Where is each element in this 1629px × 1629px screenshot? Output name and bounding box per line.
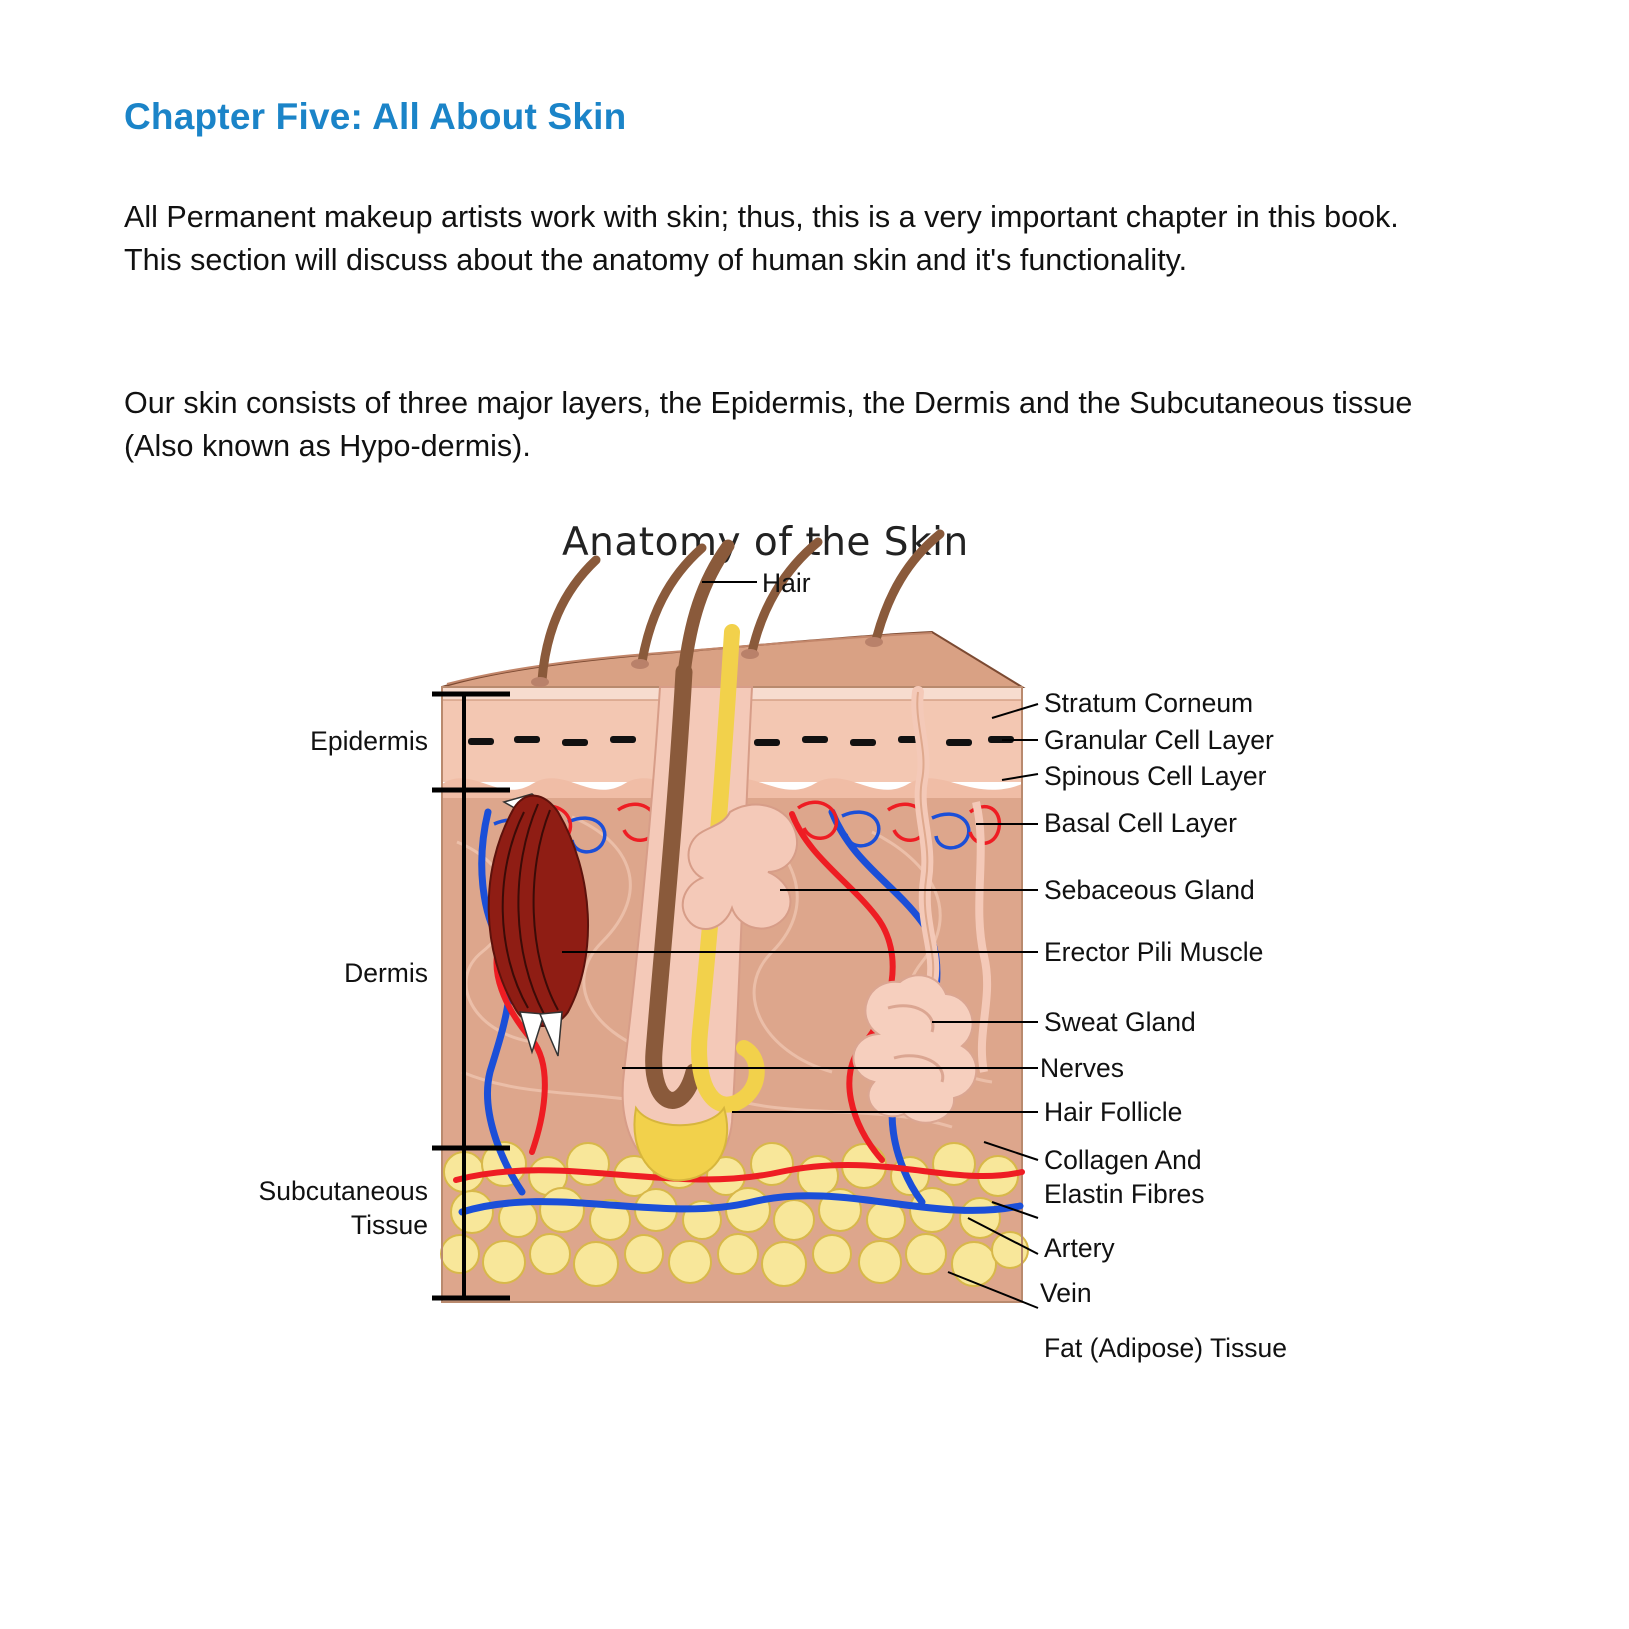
figure-title: Anatomy of the Skin: [562, 520, 969, 565]
label-artery: Artery: [1044, 1233, 1115, 1263]
label-nerves: Nerves: [1040, 1053, 1124, 1083]
page-title: Chapter Five: All About Skin: [124, 96, 627, 137]
intro-paragraph: All Permanent makeup artists work with skin; thus, this is a very important chapter in this book. This section will discuss about the anatomy of human skin and it's functionality.: [124, 200, 1399, 277]
label-subcutaneous-line2: Tissue: [350, 1210, 428, 1240]
label-erector-pili-muscle: Erector Pili Muscle: [1044, 937, 1264, 967]
label-hair: Hair: [762, 568, 811, 598]
label-sweat-gland: Sweat Gland: [1044, 1007, 1196, 1037]
label-basal-cell-layer: Basal Cell Layer: [1044, 808, 1237, 838]
label-collagen-line1: Collagen And: [1044, 1145, 1202, 1175]
label-sebaceous-gland: Sebaceous Gland: [1044, 875, 1255, 905]
label-subcutaneous-line1: Subcutaneous: [258, 1176, 428, 1206]
label-collagen-line2: Elastin Fibres: [1044, 1179, 1205, 1209]
label-granular-cell-layer: Granular Cell Layer: [1044, 725, 1274, 755]
skin-cross-section-illustration: [232, 512, 1412, 1392]
label-stratum-corneum: Stratum Corneum: [1044, 688, 1254, 718]
label-vein: Vein: [1040, 1278, 1092, 1308]
label-spinous-cell-layer: Spinous Cell Layer: [1044, 761, 1267, 791]
layers-paragraph: Our skin consists of three major layers, the Epidermis, the Dermis and the Subcutaneous tissue (Also known as Hypo-dermis).: [124, 386, 1413, 463]
label-dermis: Dermis: [344, 958, 428, 988]
skin-anatomy-figure: [232, 512, 1412, 1392]
label-epidermis: Epidermis: [310, 726, 428, 756]
label-hair-follicle: Hair Follicle: [1044, 1097, 1183, 1127]
label-fat-adipose-tissue: Fat (Adipose) Tissue: [1044, 1333, 1288, 1363]
